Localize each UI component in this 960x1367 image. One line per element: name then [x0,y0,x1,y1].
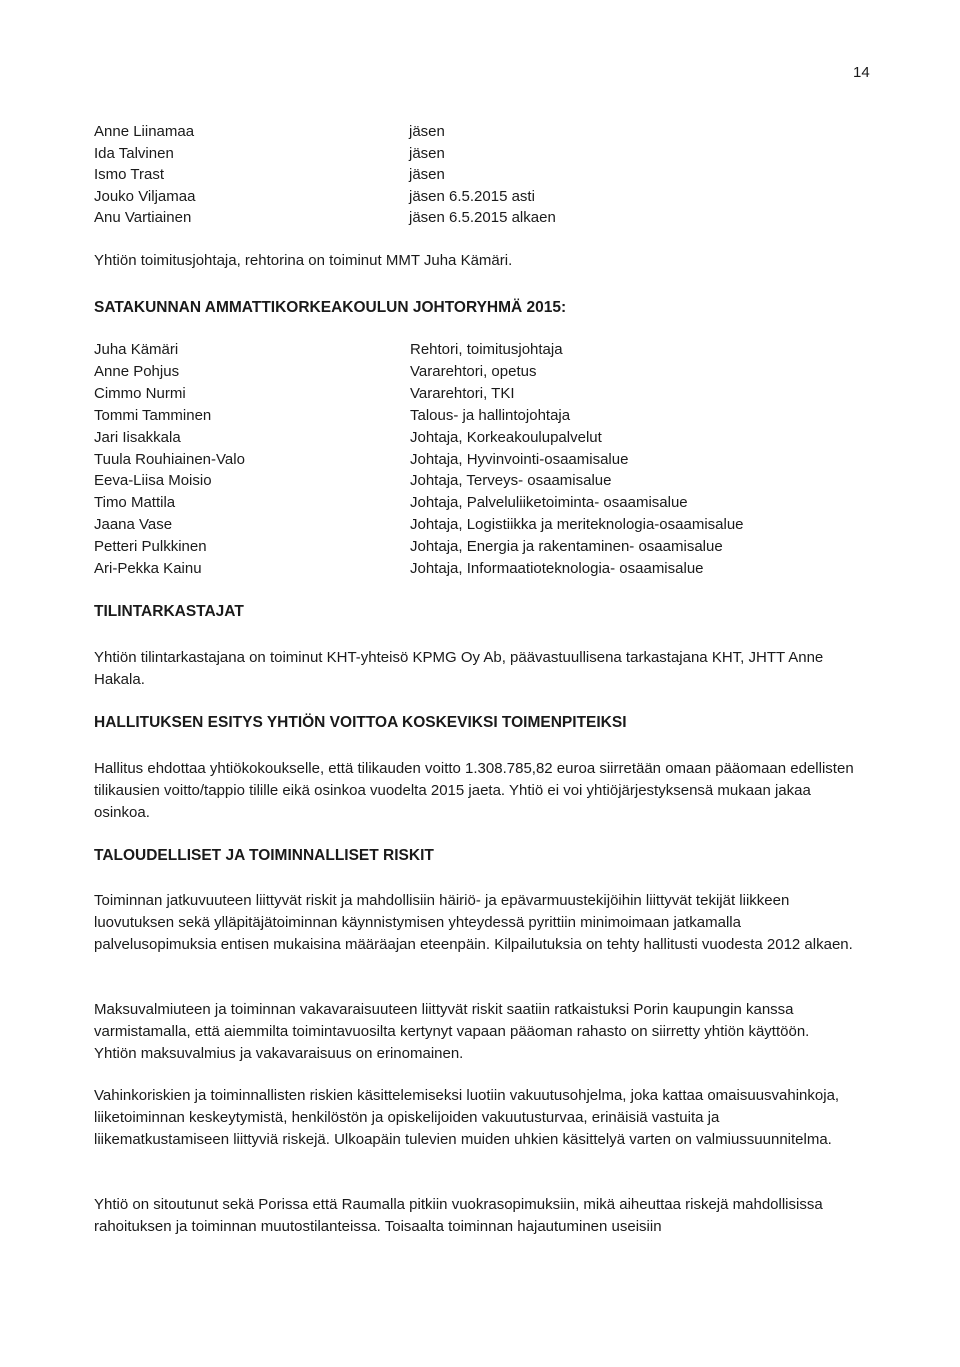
management-name: Cimmo Nurmi [94,384,186,402]
board-member-name: Ida Talvinen [94,144,174,162]
management-row [94,449,744,471]
management-role: Johtaja, Hyvinvointi-osaamisalue [410,450,629,468]
board-member-row [94,143,556,165]
management-table [94,339,744,580]
management-role: Talous- ja hallintojohtaja [410,406,571,424]
management-row [94,514,744,536]
management-row [94,405,744,427]
ceo-statement: Yhtiön toimitusjohtaja, rehtorina on toiminut MMT Juha Kämäri. [94,252,513,269]
board-member-row [94,186,556,208]
management-role: Vararehtori, opetus [410,362,537,380]
management-name: Juha Kämäri [94,341,179,358]
auditors-heading: TILINTARKASTAJAT [94,603,244,620]
management-row [94,427,744,449]
auditors-paragraph: Yhtiön tilintarkastajana on toiminut KHT-yhteisö KPMG Oy Ab, päävastuullisena tarkastajana KHT, JHTT Anne Hakala. [94,649,824,688]
board-member-name: Anne Liinamaa [94,123,195,140]
management-role: Rehtori, toimitusjohtaja [410,341,563,358]
board-member-role: jäsen [409,123,445,140]
management-row [94,383,744,405]
management-role: Johtaja, Informaatioteknologia- osaamisalue [410,560,704,578]
board-member-role: jäsen 6.5.2015 asti [409,187,535,205]
management-name: Jaana Vase [94,516,173,534]
management-name: Anne Pohjus [94,362,180,380]
board-member-row [94,121,556,143]
board-member-name: Ismo Trast [94,166,165,184]
proposal-heading: HALLITUKSEN ESITYS YHTIÖN VOITTOA KOSKEVIKSI TOIMENPITEIKSI [94,714,627,731]
management-name: Timo Mattila [94,494,176,512]
management-row [94,339,744,361]
management-row [94,558,744,580]
management-name: Tommi Tamminen [94,406,212,424]
management-name: Jari Iisakkala [94,428,181,446]
proposal-paragraph: Hallitus ehdottaa yhtiökokoukselle, että tilikauden voitto 1.308.785,82 euroa siirretään omaan pääomaan edellisten tilikausien voitto/tappio tilille eikä osinkoa vuodelta 2015 jaeta. Yhtiö ei voi yhtiöjärjestyksensä mukaan jakaa osinkoa. [94,760,854,821]
board-member-name: Jouko Viljamaa [94,187,196,205]
management-row [94,536,744,558]
management-name: Ari-Pekka Kainu [94,560,202,578]
page-number: 14 [853,64,870,81]
management-role: Johtaja, Logistiikka ja meriteknologia-osaamisalue [410,516,744,534]
management-heading: SATAKUNNAN AMMATTIKORKEAKOULUN JOHTORYHMÄ 2015: [94,299,567,316]
management-name: Tuula Rouhiainen-Valo [94,450,245,468]
management-role: Johtaja, Korkeakoulupalvelut [410,428,602,446]
management-role: Johtaja, Energia ja rakentaminen- osaamisalue [410,538,723,556]
risks-paragraph-continuity: Toiminnan jatkuvuuteen liittyvät riskit ja mahdollisiin häiriö- ja epävarmuustekijöihin liittyvät tekijät liikkeen luovutuksen sekä ylläpitäjätoiminnan käynnistymisen yhteydessä pyrittiin minimoimaan jatkamalla palvelusopimuksia entisen mukaisina määräajan eteenpäin. Kilpailutuksia on tehty hallitusti vuodesta 2012 alkaen. [94,892,853,953]
board-members-table [94,121,556,229]
management-name: Eeva-Liisa Moisio [94,472,212,490]
management-row [94,361,744,383]
management-role: Vararehtori, TKI [410,384,515,402]
board-member-row [94,164,556,186]
risks-paragraph-liquidity: Maksuvalmiuteen ja toiminnan vakavaraisuuteen liittyvät riskit saatiin ratkaistuksi Porin kaupungin kanssa varmistamalla, että aiemmilta toimintavuosilta kertynyt vapaan pääoman rahasto on siirretty yhtiön käyttöön. Yhtiön maksuvalmius ja vakavaraisuus on erinomainen. [94,1001,810,1062]
board-member-role: jäsen [409,144,445,162]
board-member-row [94,207,556,229]
board-member-role: jäsen [409,166,445,184]
management-role: Johtaja, Palveluliiketoiminta- osaamisalue [410,494,688,512]
management-name: Petteri Pulkkinen [94,538,207,556]
management-role: Johtaja, Terveys- osaamisalue [410,472,612,490]
board-member-name: Anu Vartiainen [94,209,192,227]
risks-paragraph-insurance: Vahinkoriskien ja toiminnallisten riskien käsittelemiseksi luotiin vakuutusohjelma, joka kattaa omaisuusvahinkoja, liiketoiminnan keskeytymistä, henkilöstön ja opiskelijoiden vakuutusturvaa, erinäisiä vastuita ja liikematkustamiseen liittyviä riskejä. Ulkoapäin tulevien muiden uhkien käsittelyä varten on valmiussuunnitelma. [94,1087,840,1148]
management-row [94,470,744,492]
risks-paragraph-leases: Yhtiö on sitoutunut sekä Porissa että Raumalla pitkiin vuokrasopimuksiin, mikä aiheuttaa riskejä mahdollisissa rahoituksen ja toiminnan muutostilanteissa. Toisaalta toiminnan hajautuminen useisiin [94,1196,823,1235]
board-member-role: jäsen 6.5.2015 alkaen [409,209,556,227]
risks-heading: TALOUDELLISET JA TOIMINNALLISET RISKIT [94,847,434,864]
management-row [94,492,744,514]
